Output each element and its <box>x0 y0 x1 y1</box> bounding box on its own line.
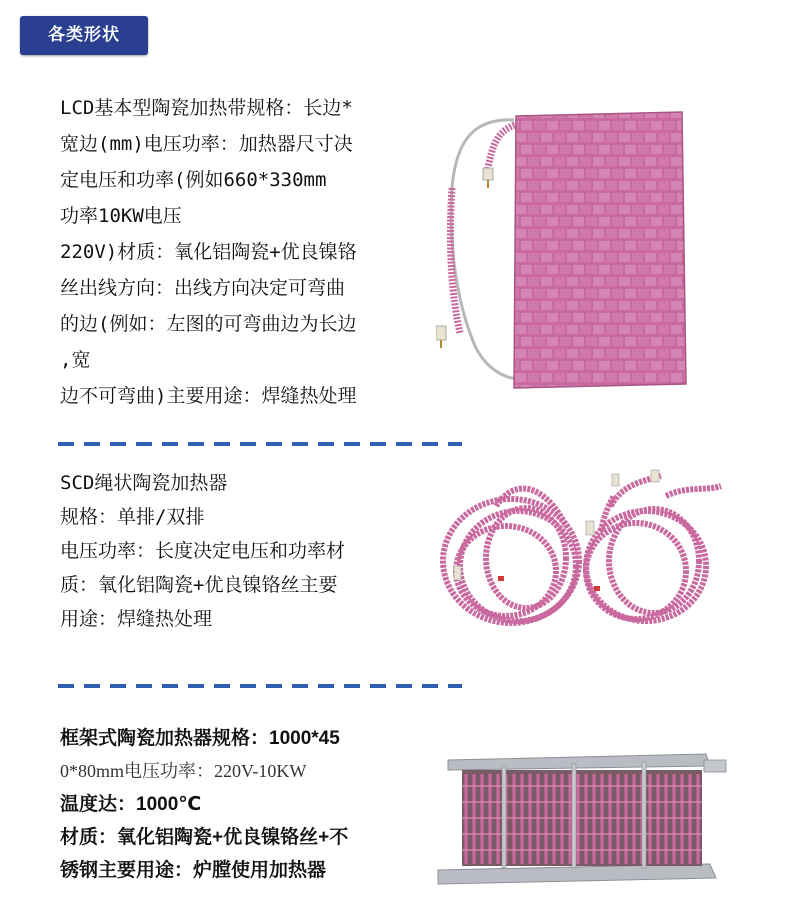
rope-coil-left <box>443 489 579 623</box>
text-line: ,宽 <box>60 349 91 371</box>
text-line: 0*80mm电压功率：220V-10KW <box>60 761 307 781</box>
text-line: LCD基本型陶瓷加热带规格：长边* <box>60 97 353 119</box>
lcd-ceramic-mat-heater-image <box>436 108 696 392</box>
text-line: 材质：氧化铝陶瓷+优良镍铬丝+不 <box>60 827 349 848</box>
text-line: 的边(例如：左图的可弯曲边为长边 <box>60 313 357 335</box>
text-line: 规格：单排/双排 <box>60 506 205 528</box>
text-line: 框架式陶瓷加热器规格：1000*45 <box>60 728 340 749</box>
text-line: 定电压和功率(例如660*330mm <box>60 169 327 191</box>
steel-top-rail <box>448 754 710 770</box>
section-badge: 各类形状 <box>20 16 148 55</box>
text-line: 质：氧化铝陶瓷+优良镍铬丝主要 <box>60 574 338 596</box>
text-line: 边不可弯曲)主要用途：焊缝热处理 <box>60 385 357 407</box>
text-line: 温度达：1000℃ <box>60 794 202 815</box>
section-divider <box>58 440 462 448</box>
frame-heater-description <box>60 722 348 887</box>
text-line: SCD绳状陶瓷加热器 <box>60 472 228 494</box>
rope-coil-right <box>586 476 721 621</box>
steel-bottom-rail <box>438 864 716 884</box>
scd-rope-ceramic-heater-image <box>436 466 726 646</box>
section-divider <box>58 682 462 690</box>
ceramic-mat <box>514 112 686 388</box>
text-line: 用途：焊缝热处理 <box>60 608 213 630</box>
text-line: 电压功率：长度决定电压和功率材 <box>60 540 346 562</box>
frame-ceramic-heater-image <box>434 746 734 892</box>
lcd-heater-description <box>60 90 357 414</box>
lead-wire <box>451 120 520 379</box>
text-line: 锈钢主要用途：炉膛使用加热器 <box>60 860 327 881</box>
text-line: 功率10KW电压 <box>60 205 182 227</box>
text-line: 宽边(mm)电压功率：加热器尺寸决 <box>60 133 353 155</box>
scd-heater-description <box>60 466 345 636</box>
text-line: 220V)材质：氧化铝陶瓷+优良镍铬 <box>60 241 357 263</box>
text-line: 丝出线方向：出线方向决定可弯曲 <box>60 277 346 299</box>
